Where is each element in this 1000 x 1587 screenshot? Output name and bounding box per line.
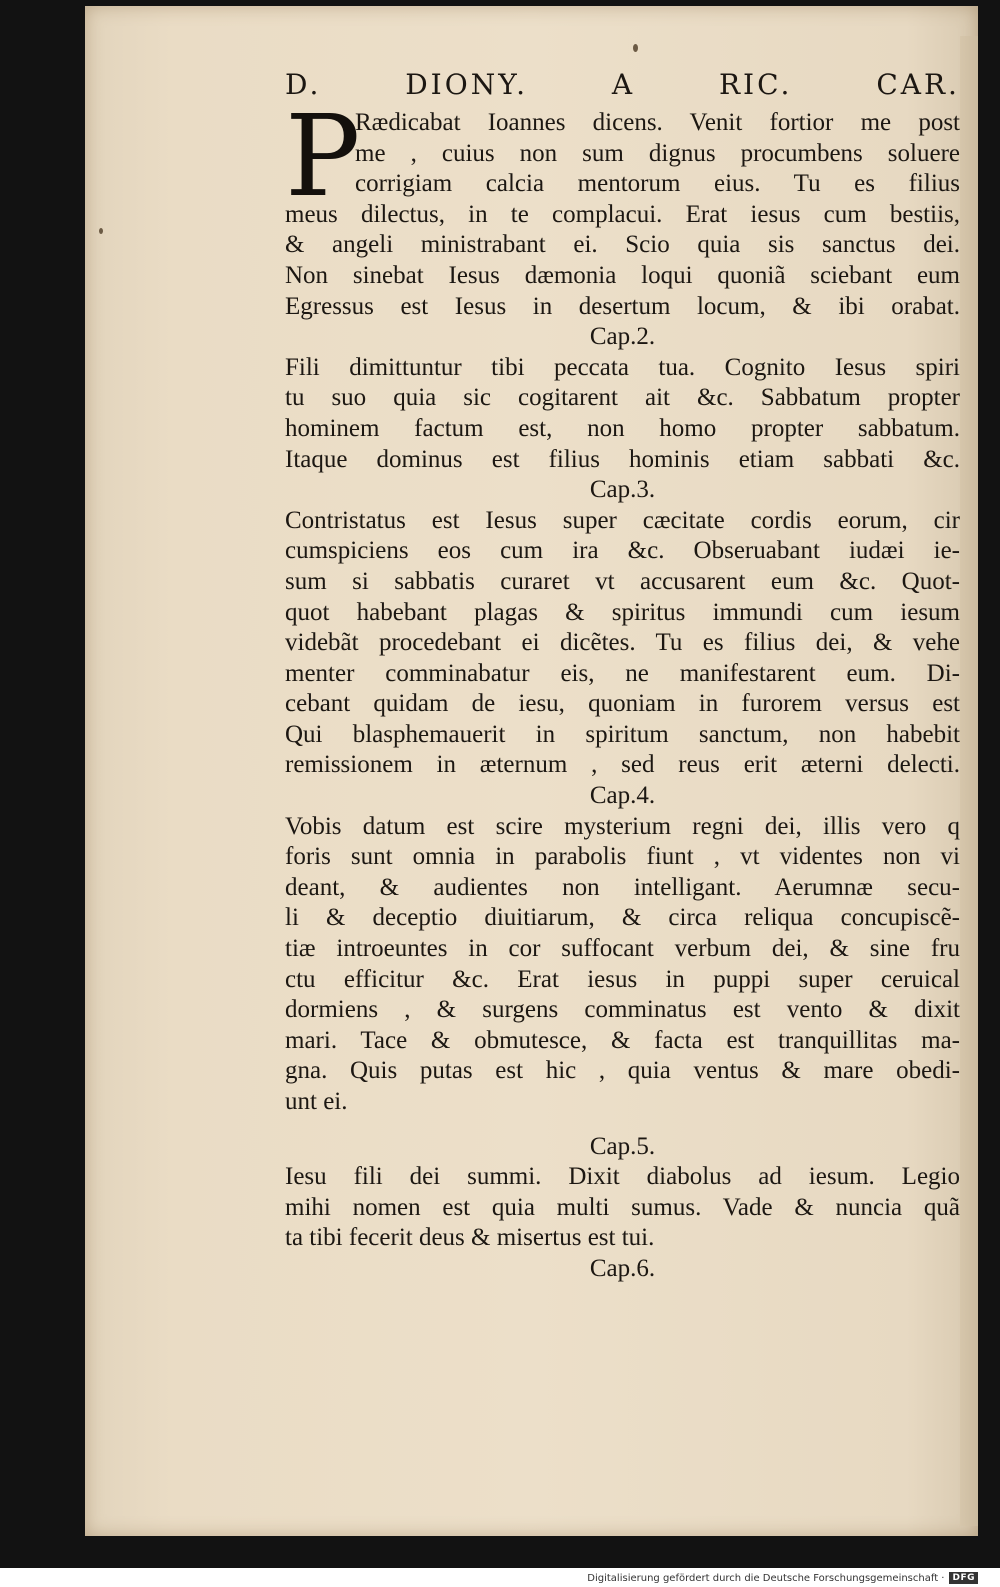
text-line: tu suo quia sic cogitarent ait &c. Sabbatum propter — [285, 384, 960, 412]
text-line: sum si sabbatis curaret vt accusarent eum &c. Quot- — [285, 567, 960, 595]
section-gap — [285, 1118, 960, 1132]
text-line: Rædicabat Ioannes dicens. Venit fortior me post — [355, 109, 960, 136]
text-line: gna. Quis putas est hic , quia ventus & mare obedi- — [285, 1057, 960, 1085]
chapter-heading: Cap.3. — [589, 476, 656, 504]
text-line: menter comminabatur eis, ne manifestarent eum. Di- — [285, 659, 960, 687]
book-page — [85, 6, 978, 1536]
text-line: & angeli ministrabant ei. Scio quia sis sanctus dei. — [285, 231, 960, 259]
text-line: Iesu fili dei summi. Dixit diabolus ad iesum. Legio — [285, 1163, 960, 1191]
section-cap-3 — [285, 475, 960, 781]
chapter-heading: Cap.5. — [589, 1132, 656, 1160]
text-line: mihi nomen est quia multi sumus. Vade & nuncia quã — [285, 1193, 960, 1221]
running-head-author: DIONY. — [405, 68, 528, 101]
text-line: Fili dimittuntur tibi peccata tua. Cognito Iesus spiri — [285, 353, 960, 381]
text-line: corrigiam calcia mentorum eius. Tu es filius — [355, 170, 960, 198]
text-line: ctu efficitur &c. Erat iesus in puppi super ceruical — [285, 965, 960, 993]
text-line: foris sunt omnia in parabolis fiunt , vt videntes non vi — [285, 843, 960, 871]
section-cap-4 — [285, 781, 960, 1118]
text-line: li & deceptio diuitiarum, & circa reliqua concupiscẽ- — [285, 904, 960, 932]
digitization-credit — [587, 1572, 978, 1584]
running-head-left: D. — [285, 68, 322, 101]
section-cap-6 — [285, 1254, 960, 1285]
text-block — [285, 68, 960, 1285]
chapter-heading: Cap.4. — [589, 782, 656, 810]
text-line: Non sinebat Iesus dæmonia loqui quoniã sciebant eum — [285, 261, 960, 289]
credit-text: Digitalisierung gefördert durch die Deutsche Forschungsgemeinschaft · — [587, 1572, 945, 1584]
text-line: tiæ introeuntes in cor suffocant verbum dei, & sine fru — [285, 935, 960, 963]
paper-speck — [99, 228, 103, 234]
paper-speck — [633, 44, 638, 52]
section-cap-2 — [285, 322, 960, 475]
text-line: quot habebant plagas & spiritus immundi cum iesum — [285, 598, 960, 626]
dfg-logo: DFG — [949, 1572, 978, 1584]
text-line: deant, & audientes non intelligant. Aerumnæ secu- — [285, 873, 960, 901]
text-line: me , cuius non sum dignus procumbens soluere — [355, 139, 960, 167]
text-line: unt ei. — [285, 1088, 348, 1115]
section-1 — [285, 200, 960, 322]
page-fold-edge — [960, 36, 978, 1526]
chapter-heading: Cap.2. — [589, 323, 656, 351]
text-line: dormiens , & surgens comminatus est vento & dixit — [285, 996, 960, 1024]
text-line: meus dilectus, in te complacui. Erat iesus cum bestiis, — [285, 200, 960, 228]
text-line: Egressus est Iesus in desertum locum, & ibi orabat. — [285, 292, 960, 320]
chapter-heading: Cap.6. — [589, 1254, 656, 1282]
running-head — [285, 68, 960, 104]
text-line: Qui blasphemauerit in spiritum sanctum, non habebit — [285, 720, 960, 748]
text-line: ta tibi fecerit deus & misertus est tui. — [285, 1224, 655, 1252]
drop-cap-initial: P — [285, 92, 361, 222]
section-cap-5 — [285, 1132, 960, 1254]
text-line: cebant quidam de iesu, quoniam in furorem versus est — [285, 690, 960, 718]
running-head-ric: RIC. — [718, 68, 793, 101]
running-head-a: A — [611, 68, 636, 101]
text-line: videbãt procedebant ei dicẽtes. Tu es filius dei, & vehe — [285, 629, 960, 657]
running-head-right: CAR. — [876, 68, 960, 101]
text-line: hominem factum est, non homo propter sabbatum. — [285, 414, 960, 442]
text-line: remissionem in æternum , sed reus erit æterni delecti. — [285, 751, 960, 779]
text-line: Itaque dominus est filius hominis etiam sabbati &c. — [285, 445, 960, 473]
text-line: Contristatus est Iesus super cæcitate cordis eorum, cir — [285, 506, 960, 534]
text-line: mari. Tace & obmutesce, & facta est tranquillitas ma- — [285, 1026, 960, 1054]
text-line: Vobis datum est scire mysterium regni dei, illis vero q — [285, 812, 960, 840]
text-line: cumspiciens eos cum ira &c. Obseruabant iudæi ie- — [285, 537, 960, 565]
